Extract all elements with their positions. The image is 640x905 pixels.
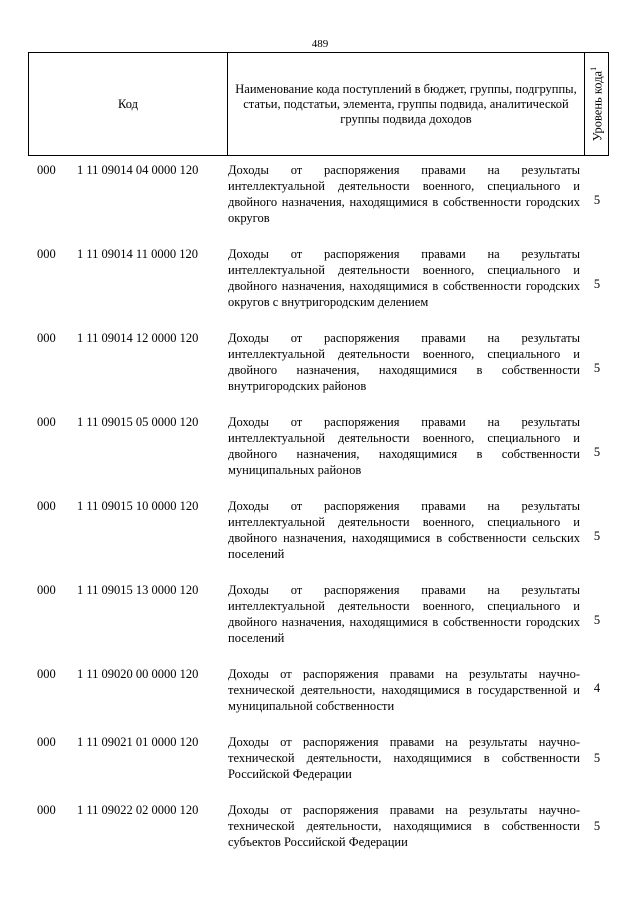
table-row (28, 330, 609, 410)
admin-code: 000 (37, 415, 56, 429)
code-level: 5 (593, 277, 601, 291)
revenue-name: Доходы от распоряжения правами на результаты интеллектуальной деятельности военного, специального и двойного назначения, находящимися в собственности городских округов (228, 163, 580, 225)
revenue-code: 1 11 09021 01 0000 120 (77, 735, 199, 749)
revenue-name: Доходы от распоряжения правами на результаты интеллектуальной деятельности военного, специального и двойного назначения, находящимися в собственности городских округов с внутригородским делением (228, 247, 580, 309)
revenue-name: Доходы от распоряжения правами на результаты интеллектуальной деятельности военного, специального и двойного назначения, находящимися в собственности внутригородских районов (228, 331, 580, 393)
revenue-code: 1 11 09015 05 0000 120 (77, 415, 199, 429)
revenue-name: Доходы от распоряжения правами на результаты научно-технической деятельности, находящимися в государственной и муниципальной собственности (228, 667, 580, 713)
table-header (28, 52, 609, 156)
revenue-code: 1 11 09020 00 0000 120 (77, 667, 199, 681)
table-row (28, 498, 609, 578)
table-row (28, 582, 609, 662)
revenue-name: Доходы от распоряжения правами на результаты научно-технической деятельности, находящимися в собственности субъектов Российской Федерации (228, 803, 580, 849)
revenue-code: 1 11 09014 04 0000 120 (77, 163, 199, 177)
table-row (28, 802, 609, 866)
revenue-name: Доходы от распоряжения правами на результаты интеллектуальной деятельности военного, специального и двойного назначения, находящимися в собственности муниципальных районов (228, 415, 580, 477)
code-level: 5 (593, 751, 601, 765)
admin-code: 000 (37, 735, 56, 749)
revenue-name: Доходы от распоряжения правами на результаты интеллектуальной деятельности военного, специального и двойного назначения, находящимися в собственности городских поселений (228, 583, 580, 645)
admin-code: 000 (37, 163, 56, 177)
table-row (28, 162, 609, 242)
table-row (28, 414, 609, 494)
code-level: 5 (593, 445, 601, 459)
table-body (28, 156, 609, 849)
code-level: 5 (593, 819, 601, 833)
code-level: 5 (593, 529, 601, 543)
admin-code: 000 (37, 803, 56, 817)
code-level: 5 (593, 361, 601, 375)
admin-code: 000 (37, 667, 56, 681)
admin-code: 000 (37, 499, 56, 513)
revenue-code: 1 11 09022 02 0000 120 (77, 803, 199, 817)
code-level: 5 (593, 613, 601, 627)
admin-code: 000 (37, 247, 56, 261)
code-level: 4 (593, 681, 601, 695)
revenue-name: Доходы от распоряжения правами на результаты интеллектуальной деятельности военного, специального и двойного назначения, находящимися в собственности сельских поселений (228, 499, 580, 561)
table-row (28, 246, 609, 326)
admin-code: 000 (37, 331, 56, 345)
header-level (585, 53, 609, 155)
footnote-marker: 1 (588, 66, 598, 71)
code-level: 5 (593, 193, 601, 207)
revenue-code: 1 11 09015 10 0000 120 (77, 499, 199, 513)
revenue-name: Доходы от распоряжения правами на результаты научно-технической деятельности, находящимися в собственности Российской Федерации (228, 735, 580, 781)
table-row (28, 666, 609, 730)
admin-code: 000 (37, 583, 56, 597)
table-row (28, 734, 609, 798)
header-level-text: Уровень кода (590, 70, 605, 142)
page-number: 489 (311, 38, 329, 50)
revenue-code: 1 11 09015 13 0000 120 (77, 583, 199, 597)
header-code: Код (118, 96, 138, 111)
revenue-code: 1 11 09014 12 0000 120 (77, 331, 199, 345)
header-name: Наименование кода поступлений в бюджет, группы, подгруппы, статьи, подстатьи, элемента, группы подвида, аналитической группы подвида доходов (235, 81, 577, 126)
revenue-code: 1 11 09014 11 0000 120 (77, 247, 198, 261)
